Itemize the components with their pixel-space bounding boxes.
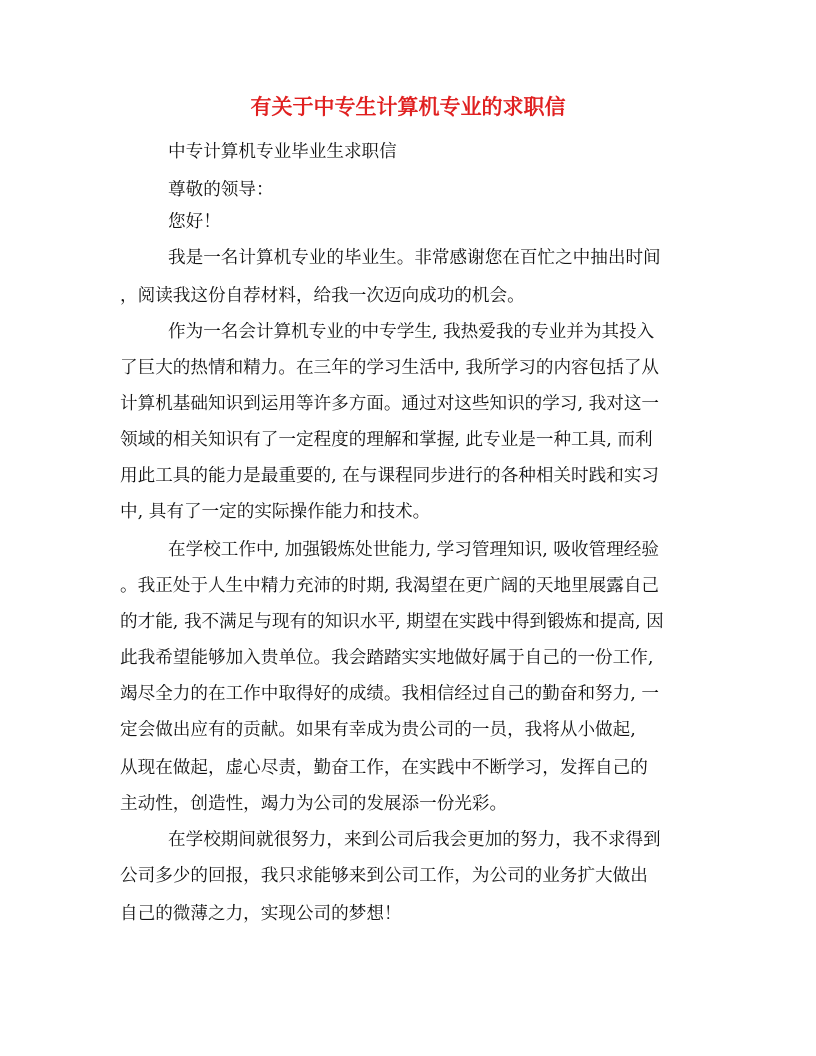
document-title: 有关于中专生计算机专业的求职信 xyxy=(250,94,566,119)
paragraph-line: 此我希望能够加入贵单位。我会踏踏实实地做好属于自己的一份工作, xyxy=(120,648,654,668)
paragraph-line: 了巨大的热情和精力。在三年的学习生活中, 我所学习的内容包括了从 xyxy=(120,358,660,378)
paragraph-line: 作为一名会计算机专业的中专学生, 我热爱我的专业并为其投入 xyxy=(168,322,655,342)
paragraph-line: 用此工具的能力是最重要的, 在与课程同步进行的各种相关时践和实习 xyxy=(120,466,660,486)
paragraph-line: 。我正处于人生中精力充沛的时期, 我渴望在更广阔的天地里展露自己 xyxy=(120,576,660,596)
paragraph-line: 计算机基础知识到运用等许多方面。通过对这些知识的学习, 我对这一 xyxy=(120,394,660,414)
greeting: 您好！ xyxy=(168,212,221,232)
paragraph-line: 领域的相关知识有了一定程度的理解和掌握, 此专业是一种工具, 而利 xyxy=(120,430,653,450)
document-subtitle: 中专计算机专业毕业生求职信 xyxy=(168,142,397,162)
paragraph-line: 竭尽全力的在工作中取得好的成绩。我相信经过自己的勤奋和努力, 一 xyxy=(120,684,660,704)
paragraph-line: 公司多少的回报，我只求能够来到公司工作，为公司的业务扩大做出 xyxy=(120,866,648,886)
paragraph-line: 的才能, 我不满足与现有的知识水平, 期望在实践中得到锻炼和提高, 因 xyxy=(120,612,664,632)
paragraph-line: 定会做出应有的贡献。如果有幸成为贵公司的一员，我将从小做起, xyxy=(120,720,636,740)
paragraph-line: 在学校期间就很努力，来到公司后我会更加的努力，我不求得到 xyxy=(168,830,661,850)
paragraph-line: 中, 具有了一定的实际操作能力和技术。 xyxy=(120,502,431,522)
salutation: 尊敬的领导： xyxy=(168,180,274,200)
paragraph-line: 从现在做起，虚心尽责，勤奋工作，在实践中不断学习，发挥自己的 xyxy=(120,758,648,778)
paragraph-line: ，阅读我这份自荐材料，给我一次迈向成功的机会。 xyxy=(120,286,525,306)
paragraph-line: 主动性，创造性，竭力为公司的发展添一份光彩。 xyxy=(120,794,508,814)
paragraph-line: 自己的微薄之力，实现公司的梦想！ xyxy=(120,904,402,924)
paragraph-line: 我是一名计算机专业的毕业生。非常感谢您在百忙之中抽出时间 xyxy=(168,248,661,268)
paragraph-line: 在学校工作中, 加强锻炼处世能力, 学习管理知识, 吸收管理经验 xyxy=(168,540,659,560)
